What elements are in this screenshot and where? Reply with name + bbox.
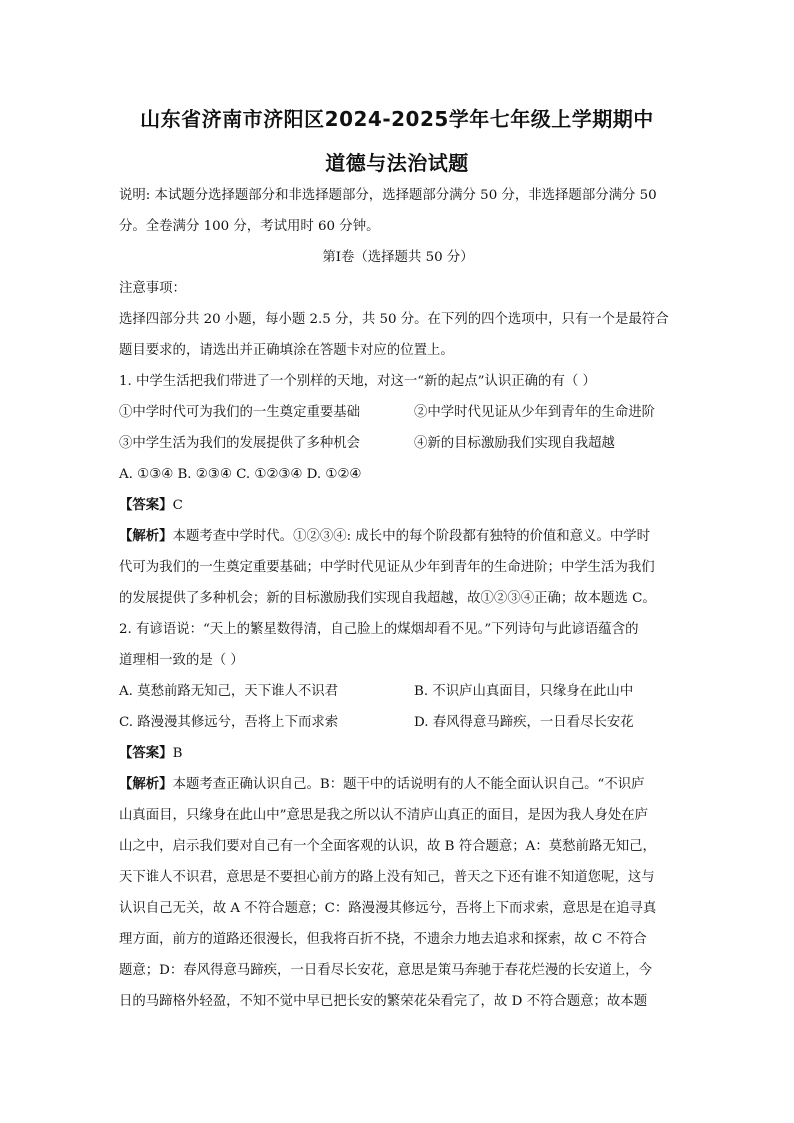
q1-option-3: ③中学生活为我们的发展提供了多种机会 — [119, 436, 361, 451]
question-2-stem: 2. 有谚语说：“天上的繁星数得清，自己脸上的煤烟却看不见。”下列诗句与此谚语蕴含的 — [119, 622, 639, 637]
intro-line: 说明: 本试题分选择题部分和非选择题部分，选择题部分满分 50 分，非选择题部分满分 50 — [119, 188, 657, 203]
q1-option-4: ④新的目标激励我们实现自我超越 — [414, 436, 615, 451]
notice-title: 注意事项： — [119, 281, 186, 296]
notice-line: 题目要求的，请选出并正确填涂在答题卡对应的位置上。 — [119, 343, 454, 358]
q1-analysis-line — [119, 521, 677, 552]
intro-line: 分。全卷满分 100 分，考试用时 60 分钟。 — [119, 219, 380, 234]
analysis-text: 本题考查中学时代。①②③④: 成长中的每个阶段都有独特的价值和意义。中学时 — [172, 529, 650, 544]
q2-analysis-line: 山真面目，只缘身在此山中”意思是我之所以认不清庐山真正的面目，是因为我人身处在庐 — [119, 808, 649, 823]
question-2-stem: 道理相一致的是（ ） — [119, 653, 244, 668]
q2-answer — [119, 738, 677, 769]
exam-title: 山东省济南市济阳区2024-2025学年七年级上学期期中 — [140, 107, 654, 131]
q2-analysis-line: 理方面，前方的道路还很漫长，但我将百折不挠，不遗余力地去追求和探索，故 C 不符合 — [119, 932, 647, 947]
answer-value: C — [172, 498, 183, 513]
analysis-text: 本题考查正确认识自己。B：题干中的话说明有的人不能全面认识自己。“不识庐 — [172, 777, 645, 792]
answer-value: B — [172, 746, 183, 761]
q2-option-a: A. 莫愁前路无知己，天下谁人不识君 — [119, 684, 339, 699]
q1-option-2: ②中学时代见证从少年到青年的生命进阶 — [414, 405, 656, 420]
q1-analysis-line: 的发展提供了多种机会；新的目标激励我们实现自我超越，故①②③④正确；故本题选 C。 — [119, 591, 656, 606]
exam-body — [119, 180, 677, 1017]
q1-choices: A. ①③④ B. ②③④ C. ①②③④ D. ①②④ — [119, 467, 362, 482]
q2-option-c: C. 路漫漫其修远兮，吾将上下而求索 — [119, 715, 339, 730]
q2-option-b: B. 不识庐山真面目，只缘身在此山中 — [414, 684, 634, 699]
question-2-options-row — [119, 676, 677, 707]
q2-analysis-line: 山之中，启示我们要对自己有一个全面客观的认识，故 B 符合题意；A：莫愁前路无知己， — [119, 839, 656, 854]
analysis-tag: 【解析】 — [119, 528, 173, 544]
q2-option-d: D. 春风得意马蹄疾，一日看尽长安花 — [414, 715, 634, 730]
q2-analysis-line: 认识自己无关，故 A 不符合题意；C：路漫漫其修远兮，吾将上下而求索，意思是在追寻真 — [119, 901, 657, 916]
question-2-options-row — [119, 707, 677, 738]
q2-analysis-line: 日的马蹄格外轻盈，不知不觉中早已把长安的繁荣花朵看完了，故 D 不符合题意；故本题 — [119, 994, 648, 1009]
q2-analysis-line: 题意；D：春风得意马蹄疾，一日看尽长安花，意思是策马奔驰于春花烂漫的长安道上，今 — [119, 963, 652, 978]
answer-tag: 【答案】 — [119, 497, 173, 513]
section-header: 第Ⅰ卷（选择题共 50 分） — [322, 250, 474, 265]
q1-answer — [119, 490, 677, 521]
q2-analysis-line: 天下谁人不识君，意思是不要担心前方的路上没有知己，普天之下还有谁不知道您呢，这与 — [119, 870, 655, 885]
analysis-tag: 【解析】 — [119, 776, 173, 792]
exam-subtitle: 道德与法治试题 — [325, 151, 469, 175]
q1-option-1: ①中学时代可为我们的一生奠定重要基础 — [119, 405, 361, 420]
question-1-options-row — [119, 428, 677, 459]
q2-analysis-line — [119, 769, 677, 800]
question-1-stem: 1. 中学生活把我们带进了一个别样的天地，对这一“新的起点”认识正确的有（ ） — [119, 374, 596, 389]
question-1-options-row — [119, 397, 677, 428]
notice-line: 选择四部分共 20 小题，每小题 2.5 分，共 50 分。在下列的四个选项中，只有一个是最符合 — [119, 312, 669, 327]
answer-tag: 【答案】 — [119, 745, 173, 761]
q1-analysis-line: 代可为我们的一生奠定重要基础；中学时代见证从少年到青年的生命进阶；中学生活为我们 — [119, 560, 655, 575]
